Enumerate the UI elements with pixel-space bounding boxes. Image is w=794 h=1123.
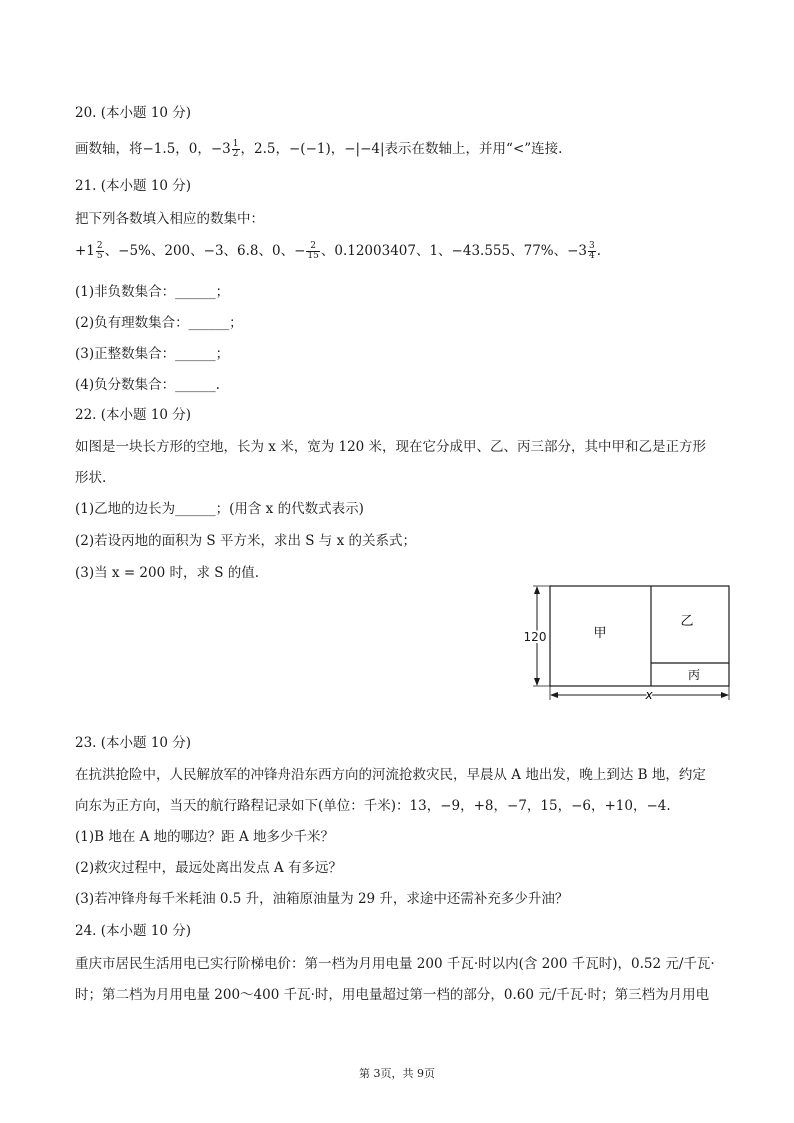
fraction-denominator: 5 [96,251,103,261]
q24-line-2: 时；第二档为月用电量 200～400 千瓦·时，用电量超过第一档的部分，0.60 元/千瓦·时；第三档为月用电 [75,987,710,1003]
arrowhead-right-icon [721,692,729,698]
page-footer: 第 3页，共 9页 [359,1067,435,1080]
fraction-numerator: 1 [232,139,239,149]
q21-item-4: (4)负分数集合：______. [75,377,220,393]
q21-number-list [75,242,601,261]
fraction-numerator: 2 [306,242,319,252]
q20-text-before: 画数轴，将−1.5，0，−3 [75,141,231,157]
fraction-numerator: 2 [96,241,103,251]
q21-item-1: (1)非负数集合：______； [75,284,230,300]
q21-fraction-1 [96,242,104,261]
q22-item-2: (2)若设丙地的面积为 S 平方米，求出 S 与 x 的关系式； [75,533,416,549]
q21-fraction-2 [306,242,319,261]
q23-item-1: (1)B 地在 A 地的哪边？距 A 地多少千米？ [75,829,334,845]
label-120: 120 [523,630,547,644]
q20-header: 20. (本小题 10 分) [75,105,192,121]
q21-header: 21. (本小题 10 分) [75,178,192,194]
arrowhead-down-icon [534,678,540,686]
q21-intro: 把下列各数填入相应的数集中： [75,211,264,227]
q24-line-1: 重庆市居民生活用电已实行阶梯电价：第一档为月用电量 200 千瓦·时以内(含 200 千瓦时)，0.52 元/千瓦· [75,956,715,972]
q21-nums-part2: 、−5%、200、−3、6.8、0、− [104,243,306,259]
label-yi: 乙 [680,614,694,629]
q22-header: 22. (本小题 10 分) [75,407,192,423]
fraction-denominator: 2 [232,149,239,159]
q20-text [75,140,562,159]
label-bing: 丙 [687,668,701,682]
q22-item-3: (3)当 x = 200 时，求 S 的值. [75,565,260,581]
q23-line-2: 向东为正方向，当天的航行路程记录如下(单位：千米)：13，−9，+8，−7，15，−6，+10，−4. [75,798,671,814]
q21-item-2: (2)负有理数集合：______； [75,315,243,331]
q21-fraction-3 [588,242,596,261]
q22-item-1: (1)乙地的边长为______；(用含 x 的代数式表示) [75,501,364,517]
label-x: x [645,688,653,702]
q21-nums-part4: . [596,243,602,259]
q20-text-after: ，2.5，−(−1)，−|−4|表示在数轴上，并用“<”连接. [240,141,563,157]
arrowhead-up-icon [534,586,540,594]
q22-line-2: 形状. [75,470,107,486]
q20-fraction [232,140,240,159]
q23-item-3: (3)若冲锋舟每千米耗油 0.5 升，油箱原油量为 29 升，求途中还需补充多少升油？ [75,891,569,907]
q21-nums-part3: 、0.12003407、1、−43.555、77%、−3 [320,243,588,259]
q22-line-1: 如图是一块长方形的空地，长为 x 米，宽为 120 米，现在它分成甲、乙、丙三部分，其中甲和乙是正方形 [75,439,707,455]
q23-item-2: (2)救灾过程中，最远处离出发点 A 有多远？ [75,860,342,876]
q21-item-3: (3)正整数集合：______； [75,346,230,362]
q21-nums-part1: +1 [75,243,95,259]
label-jia: 甲 [593,626,607,641]
fraction-denominator: 15 [307,251,319,261]
q23-header: 23. (本小题 10 分) [75,735,192,751]
fraction-denominator: 4 [589,251,595,261]
fraction-numerator: 3 [589,241,595,251]
figure-outer-rect [550,586,729,686]
q23-line-1: 在抗洪抢险中，人民解放军的冲锋舟沿东西方向的河流抢救灾民，早晨从 A 地出发，晚上到达 B 地，约定 [75,767,706,783]
q22-figure [515,580,735,705]
arrowhead-left-icon [550,692,558,698]
q24-header: 24. (本小题 10 分) [75,923,192,939]
